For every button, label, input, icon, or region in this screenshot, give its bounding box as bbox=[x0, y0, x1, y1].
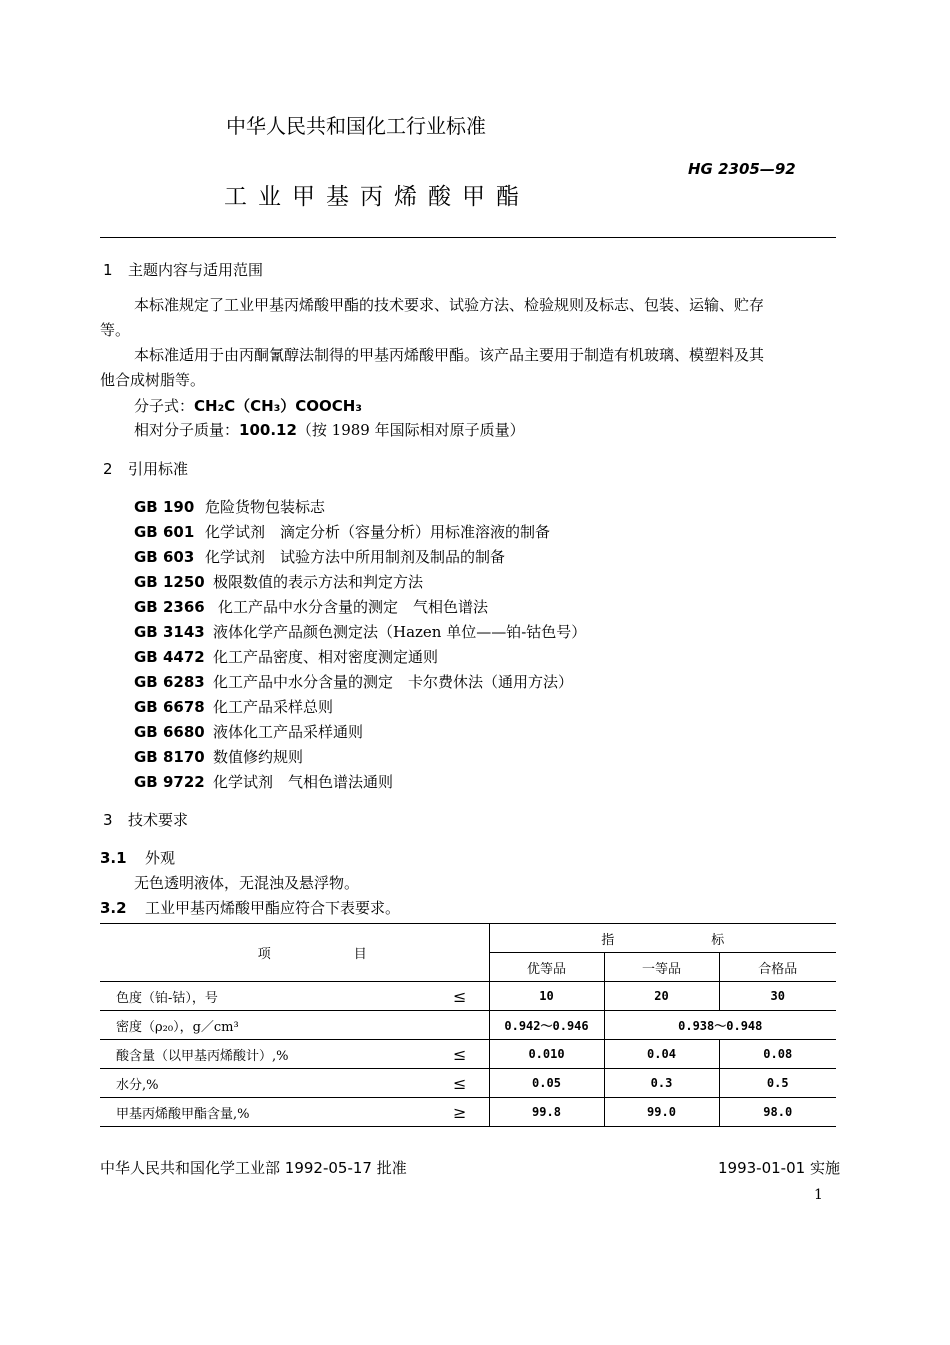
reference-item bbox=[134, 621, 586, 642]
property-name: 水分,% bbox=[100, 1069, 431, 1098]
implementation-date: 1993-01-01 实施 bbox=[718, 1159, 840, 1177]
reference-item bbox=[134, 646, 438, 667]
reference-code: GB 601 bbox=[134, 523, 195, 541]
value-cell: 20 bbox=[604, 982, 719, 1011]
comparison-symbol: ≤ bbox=[431, 982, 489, 1011]
formula-label: 分子式： bbox=[134, 397, 195, 415]
section-number: 3 bbox=[103, 811, 113, 829]
reference-code: GB 8170 bbox=[134, 748, 205, 766]
table-row bbox=[100, 982, 836, 1011]
reference-item bbox=[134, 571, 423, 592]
reference-item bbox=[134, 721, 363, 742]
paragraph: 本标准适用于由丙酮氰醇法制得的甲基丙烯酸甲酯。该产品主要用于制造有机玻璃、模塑料及其 bbox=[134, 346, 765, 364]
value-cell: 0.05 bbox=[489, 1069, 604, 1098]
value-cell: 99.0 bbox=[604, 1098, 719, 1127]
section-title: 技术要求 bbox=[128, 811, 189, 829]
reference-title: 化工产品中水分含量的测定 卡尔费休法（通用方法） bbox=[213, 673, 574, 691]
issuing-organization: 中华人民共和国化工行业标准 bbox=[226, 114, 486, 138]
reference-title: 液体化学产品颜色测定法（Hazen 单位——铂-钴色号） bbox=[213, 623, 587, 641]
value-cell: 10 bbox=[489, 982, 604, 1011]
grade-header: 合格品 bbox=[719, 953, 836, 982]
reference-item bbox=[134, 496, 325, 517]
value-cell-merged: 0.938～0.948 bbox=[604, 1011, 836, 1040]
property-name: 色度（铂-钴），号 bbox=[100, 982, 431, 1011]
property-name: 酸含量（以甲基丙烯酸计）,% bbox=[100, 1040, 431, 1069]
value-cell: 99.8 bbox=[489, 1098, 604, 1127]
value-cell: 0.5 bbox=[719, 1069, 836, 1098]
value-cell: 0.010 bbox=[489, 1040, 604, 1069]
reference-code: GB 603 bbox=[134, 548, 195, 566]
value-cell: 0.3 bbox=[604, 1069, 719, 1098]
formula-value: CH₂C（CH₃）COOCH₃ bbox=[194, 397, 362, 415]
specification-table bbox=[100, 923, 836, 1127]
table-header-row bbox=[100, 924, 836, 953]
reference-item bbox=[134, 771, 393, 792]
grade-header: 优等品 bbox=[489, 953, 604, 982]
subsection-number: 3.2 bbox=[100, 899, 127, 917]
paragraph-continuation: 他合成树脂等。 bbox=[100, 371, 206, 389]
header-rule bbox=[100, 237, 836, 238]
reference-item bbox=[134, 596, 488, 617]
reference-item bbox=[134, 521, 550, 542]
subsection-title: 外观 bbox=[145, 849, 176, 867]
reference-title: 危险货物包装标志 bbox=[205, 498, 326, 516]
value-cell: 0.08 bbox=[719, 1040, 836, 1069]
reference-title: 化工产品中水分含量的测定 气相色谱法 bbox=[218, 598, 489, 616]
mass-label: 相对分子质量： bbox=[134, 421, 240, 439]
reference-code: GB 6678 bbox=[134, 698, 205, 716]
reference-code: GB 190 bbox=[134, 498, 195, 516]
table-row bbox=[100, 1069, 836, 1098]
reference-code: GB 1250 bbox=[134, 573, 205, 591]
grade-header: 一等品 bbox=[604, 953, 719, 982]
table-row bbox=[100, 1011, 836, 1040]
mass-value: 100.12 bbox=[239, 421, 297, 439]
paragraph: 本标准规定了工业甲基丙烯酸甲酯的技术要求、试验方法、检验规则及标志、包装、运输、贮存 bbox=[134, 296, 765, 314]
comparison-symbol bbox=[431, 1011, 489, 1040]
value-cell: 0.04 bbox=[604, 1040, 719, 1069]
reference-code: GB 4472 bbox=[134, 648, 205, 666]
index-header-char-1: 指 bbox=[601, 932, 615, 948]
mass-note: （按 1989 年国际相对原子质量） bbox=[296, 421, 525, 439]
subsection-text: 工业甲基丙烯酸甲酯应符合下表要求。 bbox=[145, 899, 401, 917]
property-name: 密度（ρ₂₀），g／cm³ bbox=[100, 1011, 431, 1040]
section-2-heading bbox=[103, 458, 188, 479]
subsection-number: 3.1 bbox=[100, 849, 127, 867]
reference-code: GB 9722 bbox=[134, 773, 205, 791]
index-header-char-2: 标 bbox=[711, 932, 725, 948]
section-1-heading bbox=[103, 259, 263, 280]
item-header-char-1: 项 bbox=[257, 947, 271, 962]
reference-code: GB 2366 bbox=[134, 598, 205, 616]
table-row bbox=[100, 1040, 836, 1069]
reference-item bbox=[134, 671, 573, 692]
appearance-text: 无色透明液体，无混浊及悬浮物。 bbox=[134, 874, 360, 892]
subsection-3-2-heading bbox=[100, 897, 400, 918]
subsection-3-1-heading bbox=[100, 847, 175, 868]
reference-title: 化工产品采样总则 bbox=[213, 698, 334, 716]
value-cell: 0.942～0.946 bbox=[489, 1011, 604, 1040]
reference-title: 极限数值的表示方法和判定方法 bbox=[213, 573, 424, 591]
section-number: 2 bbox=[103, 460, 113, 478]
reference-title: 化学试剂 滴定分析（容量分析）用标准溶液的制备 bbox=[205, 523, 551, 541]
page-number: 1 bbox=[814, 1187, 823, 1203]
value-cell: 30 bbox=[719, 982, 836, 1011]
reference-item bbox=[134, 696, 333, 717]
section-title: 引用标准 bbox=[128, 460, 189, 478]
reference-title: 化学试剂 试验方法中所用制剂及制品的制备 bbox=[205, 548, 506, 566]
section-title: 主题内容与适用范围 bbox=[128, 261, 264, 279]
item-header bbox=[100, 924, 489, 982]
reference-title: 数值修约规则 bbox=[213, 748, 304, 766]
document-title: 工业甲基丙烯酸甲酯 bbox=[224, 184, 530, 210]
reference-title: 液体化工产品采样通则 bbox=[213, 723, 364, 741]
reference-title: 化学试剂 气相色谱法通则 bbox=[213, 773, 394, 791]
property-name: 甲基丙烯酸甲酯含量,% bbox=[100, 1098, 431, 1127]
approval-line: 中华人民共和国化学工业部 1992-05-17 批准 bbox=[100, 1159, 407, 1177]
index-header bbox=[489, 924, 836, 953]
section-3-heading bbox=[103, 809, 188, 830]
table-row bbox=[100, 1098, 836, 1127]
reference-code: GB 6680 bbox=[134, 723, 205, 741]
comparison-symbol: ≤ bbox=[431, 1069, 489, 1098]
reference-code: GB 3143 bbox=[134, 623, 205, 641]
comparison-symbol: ≥ bbox=[431, 1098, 489, 1127]
paragraph-continuation: 等。 bbox=[100, 321, 131, 339]
reference-title: 化工产品密度、相对密度测定通则 bbox=[213, 648, 439, 666]
molecular-formula bbox=[134, 394, 362, 419]
value-cell: 98.0 bbox=[719, 1098, 836, 1127]
reference-item bbox=[134, 746, 303, 767]
section-number: 1 bbox=[103, 261, 113, 279]
molecular-mass bbox=[134, 418, 525, 443]
standard-number: HG 2305—92 bbox=[688, 160, 796, 178]
reference-item bbox=[134, 546, 505, 567]
reference-code: GB 6283 bbox=[134, 673, 205, 691]
comparison-symbol: ≤ bbox=[431, 1040, 489, 1069]
item-header-char-2: 目 bbox=[353, 947, 367, 962]
